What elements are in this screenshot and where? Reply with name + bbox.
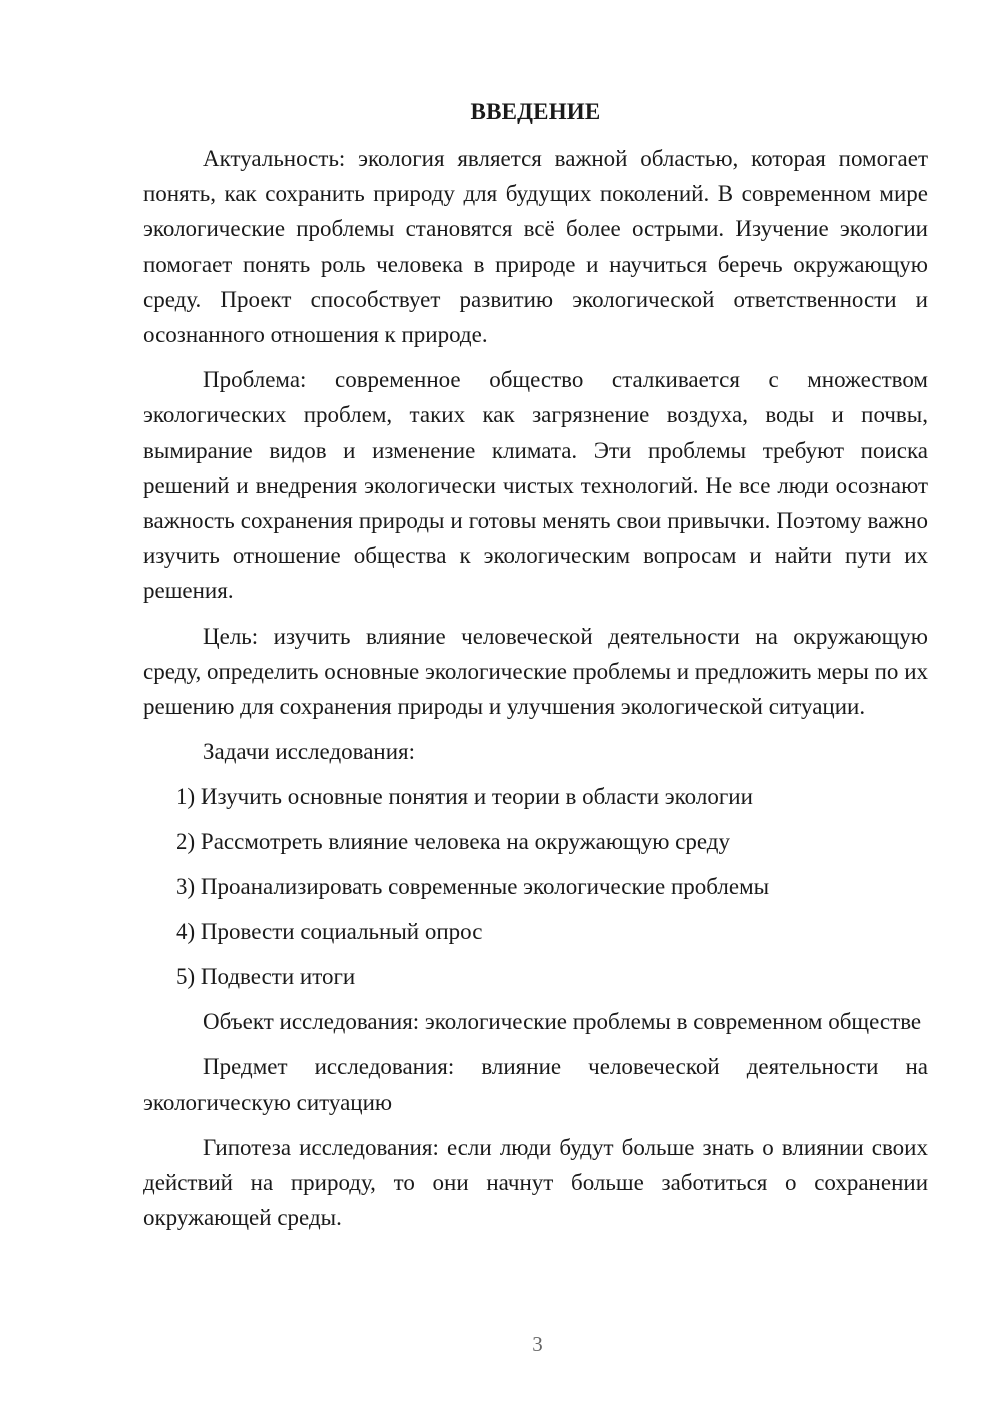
page-title: ВВЕДЕНИЕ <box>470 99 601 124</box>
task-item-4: 4) Провести социальный опрос <box>176 919 483 945</box>
task-item-5: 5) Подвести итоги <box>176 964 356 990</box>
task-item-3: 3) Проанализировать современные экологические проблемы <box>176 874 770 900</box>
paragraph-subject: Предмет исследования: влияние человеческой деятельности на экологическую ситуацию <box>143 1054 928 1115</box>
paragraph-object: Объект исследования: экологические проблемы в современном обществе <box>203 1009 922 1035</box>
paragraph-hypothesis: Гипотеза исследования: если люди будут больше знать о влиянии своих действий на природу, то они начнут больше заботиться о сохранении окружающей среды. <box>143 1134 928 1231</box>
paragraph-problem: Проблема: современное общество сталкивается с множеством экологических проблем, таких как загрязнение воздуха, воды и почвы, вымирание видов и изменение климата. Эти проблемы требуют поиска решений и внедрения экологически чистых технологий. Не все люди осознают важность сохранения природы и готовы менять свои привычки. Поэтому важно изучить отношение общества к экологическим вопросам и найти пути их решения. <box>143 367 928 604</box>
tasks-heading: Задачи исследования: <box>203 739 416 765</box>
page-number: 3 <box>532 1332 543 1356</box>
paragraph-relevance: Актуальность: экология является важной областью, которая помогает понять, как сохранить природу для будущих поколений. В современном мире экологические проблемы становятся всё более острыми. Изучение экологии помогает понять роль человека в природе и научиться беречь окружающую среду. Проект способствует развитию экологической ответственности и осознанного отношения к природе. <box>143 146 928 348</box>
paragraph-goal: Цель: изучить влияние человеческой деятельности на окружающую среду, определить основные экологические проблемы и предложить меры по их решению для сохранения природы и улучшения экологической ситуации. <box>143 623 928 720</box>
task-item-1: 1) Изучить основные понятия и теории в области экологии <box>176 784 753 810</box>
document-page <box>143 94 928 1245</box>
tasks-list <box>143 779 928 994</box>
task-item-2: 2) Рассмотреть влияние человека на окружающую среду <box>176 829 730 855</box>
